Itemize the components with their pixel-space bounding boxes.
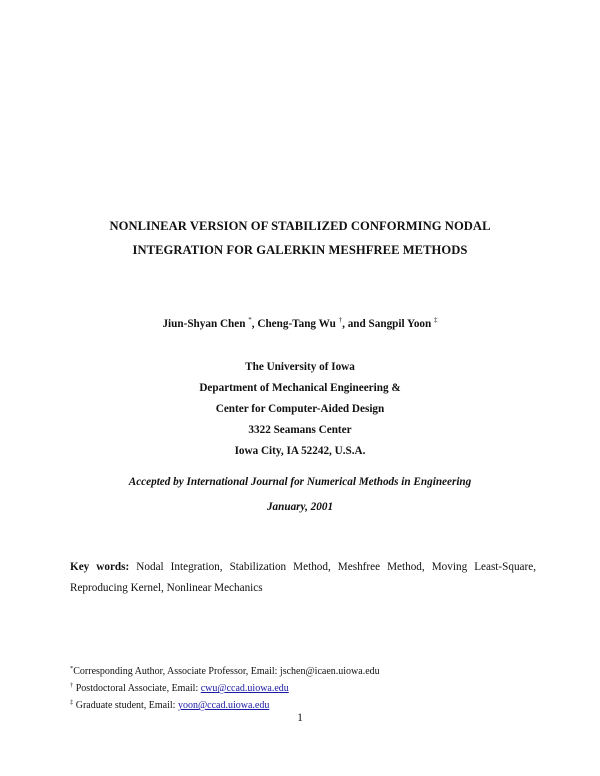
affiliation-center: Center for Computer-Aided Design (215, 403, 385, 415)
footnote-text-3: Graduate student, Email: (75, 700, 178, 711)
page-number: 1 (297, 712, 303, 724)
author-wu-mark: † (338, 316, 343, 324)
email-link-cwu[interactable]: cwu@ccad.uiowa.edu (200, 683, 289, 694)
author-chen: Jiun-Shyan Chen (162, 318, 246, 330)
author-chen-mark: * (248, 316, 252, 324)
footnote-postdoc (70, 679, 540, 696)
author-separator-2: , and (342, 318, 369, 330)
affiliation-block (0, 357, 600, 462)
footnote-mark-3: ‡ (70, 699, 74, 706)
footnote-mark-2: † (70, 682, 74, 689)
affiliation-city: Iowa City, IA 52242, U.S.A. (234, 445, 366, 457)
keywords-text: Nodal Integration, Stabilization Method, Meshfree Method, Moving Least-Square, Reproducing Kernel, Nonlinear Mechanics (70, 561, 537, 594)
footnote-corresponding-author (70, 662, 540, 679)
author-list (0, 312, 600, 332)
title-line-2: INTEGRATION FOR GALERKIN MESHFREE METHODS (132, 243, 468, 257)
footnotes (70, 662, 540, 713)
affiliation-university: The University of Iowa (245, 361, 355, 373)
acceptance-note: Accepted by International Journal for Numerical Methods in Engineering (128, 476, 472, 488)
title-line-1: NONLINEAR VERSION OF STABILIZED CONFORMING NODAL (109, 219, 491, 233)
paper-title (0, 214, 600, 262)
author-yoon-mark: ‡ (434, 316, 438, 324)
author-wu: Cheng-Tang Wu (257, 318, 336, 330)
keywords-section (70, 557, 536, 599)
footnote-text-1: Corresponding Author, Associate Professor, Email: jschen@icaen.uiowa.edu (73, 666, 380, 677)
keywords-label: Key words: (70, 561, 130, 573)
affiliation-building: 3322 Seamans Center (248, 424, 352, 436)
email-link-yoon[interactable]: yoon@ccad.uiowa.edu (177, 700, 270, 711)
publication-date: January, 2001 (266, 501, 334, 513)
footnote-text-2: Postdoctoral Associate, Email: (75, 683, 201, 694)
author-separator-1: , (251, 318, 258, 330)
footnote-mark-1: * (70, 665, 74, 672)
author-yoon: Sangpil Yoon (368, 318, 432, 330)
affiliation-department: Department of Mechanical Engineering & (199, 382, 401, 394)
